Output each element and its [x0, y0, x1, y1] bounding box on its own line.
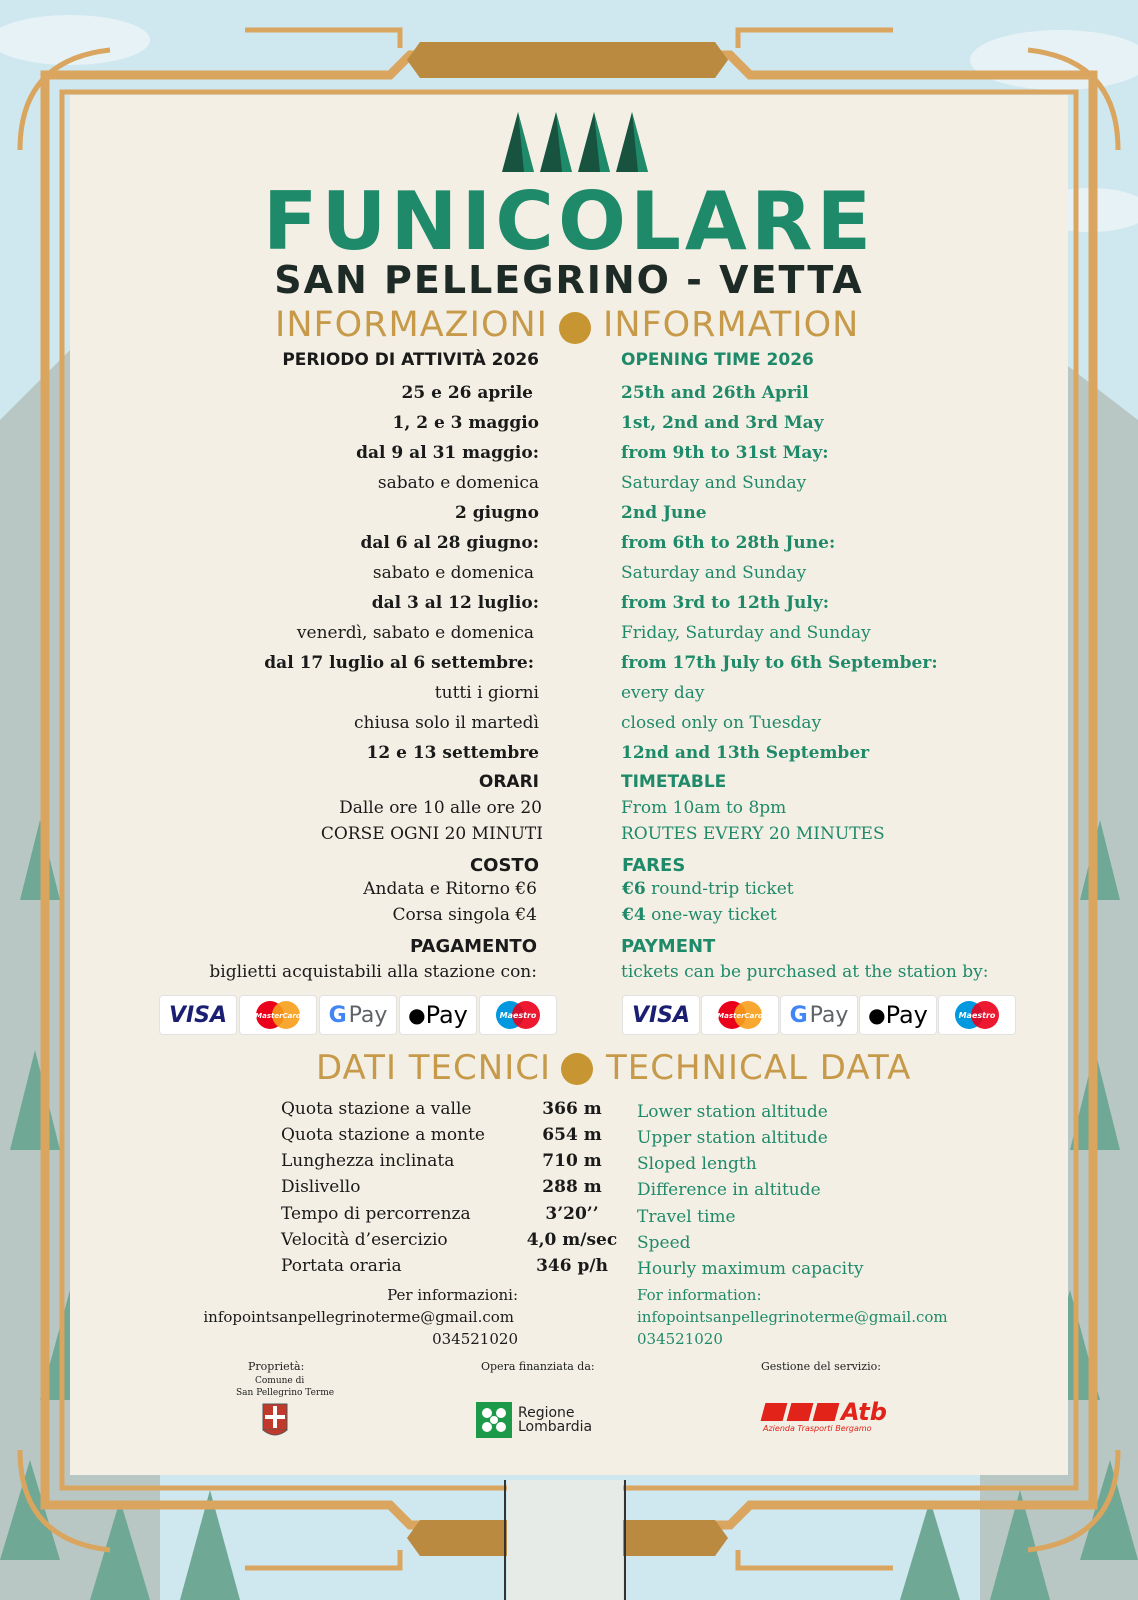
- period-row-it: venerdì, sabato e domenica: [296, 623, 534, 643]
- apple-pay-card-icon: ● Pay: [860, 996, 936, 1034]
- contact-heading-en: For information:: [637, 1286, 762, 1304]
- atb-stripe-icon: [813, 1403, 840, 1421]
- contact-heading-it: Per informazioni:: [387, 1286, 518, 1304]
- tech-value: 346 p/h: [536, 1256, 608, 1276]
- section-heading-info-en: INFORMATION: [603, 305, 860, 345]
- period-row-it: 12 e 13 settembre: [366, 743, 539, 763]
- period-row-it: dal 6 al 28 giugno:: [360, 533, 539, 553]
- period-row-it: sabato e domenica: [377, 473, 539, 493]
- tech-label-en: Lower station altitude: [637, 1102, 828, 1122]
- timetable-heading-it: ORARI: [478, 772, 539, 792]
- page-subtitle: SAN PELLEGRINO - VETTA: [274, 258, 864, 302]
- maestro-card-icon: [939, 996, 1015, 1034]
- google-pay-card-icon: G Pay: [320, 996, 396, 1034]
- tech-label-en: Difference in altitude: [637, 1180, 821, 1200]
- service-label: Gestione del servizio:: [761, 1360, 881, 1373]
- mastercard-label: MasterCard: [717, 1012, 763, 1020]
- period-heading-en: OPENING TIME 2026: [621, 350, 814, 370]
- municipality-crest-icon: [260, 1402, 290, 1442]
- timetable-frequency-it: CORSE OGNI 20 MINUTI: [320, 824, 543, 844]
- period-row-en: from 6th to 28th June:: [621, 533, 836, 553]
- payment-heading-it: PAGAMENTO: [409, 936, 537, 957]
- mastercard-card-icon: [240, 996, 316, 1034]
- tech-value: 654 m: [542, 1125, 602, 1145]
- section-divider-dot: [561, 1053, 593, 1085]
- period-row-en: from 9th to 31st May:: [621, 443, 829, 463]
- maestro-label: Maestro: [499, 1011, 537, 1020]
- atb-logo: [763, 1398, 887, 1433]
- section-heading-tech-it: DATI TECNICI: [315, 1048, 551, 1088]
- timetable-heading-en: TIMETABLE: [621, 772, 727, 792]
- period-row-it: dal 3 al 12 luglio:: [371, 593, 539, 613]
- tech-label-it: Lunghezza inclinata: [281, 1151, 455, 1171]
- period-row-it: sabato e domenica: [372, 563, 534, 583]
- property-org-line1: Comune di: [255, 1376, 305, 1386]
- fare-roundtrip-text: round-trip ticket: [651, 879, 794, 899]
- period-row-en: 25th and 26th April: [621, 383, 809, 403]
- section-divider-dot: [559, 312, 591, 344]
- period-row-en: Saturday and Sunday: [621, 563, 807, 583]
- maestro-card-icon: [480, 996, 556, 1034]
- tech-value: 366 m: [542, 1099, 602, 1119]
- tech-label-it: Quota stazione a valle: [281, 1099, 472, 1119]
- period-row-en: from 17th July to 6th September:: [621, 653, 938, 673]
- fare-roundtrip-price: €6: [622, 879, 646, 899]
- period-row-it: dal 17 luglio al 6 settembre:: [264, 653, 534, 673]
- regione-lombardia-icon: [476, 1402, 512, 1438]
- fare-single-it: Corsa singola €4: [392, 905, 537, 925]
- section-heading-info-it: INFORMAZIONI: [275, 305, 548, 345]
- tech-label-it: Dislivello: [281, 1177, 361, 1197]
- period-row-en: closed only on Tuesday: [621, 713, 822, 733]
- period-row-it: 25 e 26 aprile: [401, 383, 533, 403]
- payment-line-it: biglietti acquistabili alla stazione con:: [209, 962, 537, 982]
- funded-org-line2: Lombardia: [518, 1419, 593, 1435]
- fare-single-text: one-way ticket: [651, 905, 777, 925]
- fare-roundtrip-en: [622, 879, 794, 899]
- google-pay-label: Pay: [348, 1002, 388, 1028]
- funded-label: Opera finanziata da:: [481, 1360, 595, 1373]
- contact-phone-it: 034521020: [432, 1330, 518, 1348]
- period-row-en: 1st, 2nd and 3rd May: [621, 413, 824, 433]
- tech-label-en: Sloped length: [637, 1154, 757, 1174]
- period-row-it: 1, 2 e 3 maggio: [392, 413, 539, 433]
- timetable-hours-it: Dalle ore 10 alle ore 20: [339, 798, 542, 818]
- google-pay-card-icon: G Pay: [781, 996, 857, 1034]
- fare-single-en: [622, 905, 777, 925]
- period-heading-it: PERIODO DI ATTIVITÀ 2026: [282, 350, 539, 370]
- atb-stripe-icon: [787, 1403, 814, 1421]
- period-row-it: dal 9 al 31 maggio:: [356, 443, 539, 463]
- atb-stripe-icon: [761, 1403, 788, 1421]
- tech-label-en: Speed: [637, 1233, 691, 1253]
- visa-card-icon: VISA: [160, 996, 236, 1034]
- visa-card-icon: VISA: [623, 996, 699, 1034]
- tech-label-it: Tempo di percorrenza: [281, 1204, 471, 1224]
- fare-single-price: €4: [622, 905, 646, 925]
- property-org-line2: San Pellegrino Terme: [236, 1388, 335, 1398]
- trees-logo-icon: [500, 110, 650, 175]
- period-row-en: 2nd June: [621, 503, 707, 523]
- mastercard-card-icon: [702, 996, 778, 1034]
- payment-heading-en: PAYMENT: [621, 936, 716, 957]
- timetable-frequency-en: ROUTES EVERY 20 MINUTES: [621, 824, 885, 844]
- section-heading-tech-en: TECHNICAL DATA: [606, 1048, 912, 1088]
- regione-lombardia-logo: [476, 1402, 592, 1438]
- tech-label-en: Travel time: [637, 1207, 736, 1227]
- mastercard-label: MasterCard: [255, 1012, 301, 1020]
- period-row-it: chiusa solo il martedì: [353, 713, 539, 733]
- tech-value: 288 m: [542, 1177, 602, 1197]
- tech-label-en: Hourly maximum capacity: [637, 1259, 864, 1279]
- timetable-hours-en: From 10am to 8pm: [621, 798, 787, 818]
- apple-pay-label: Pay: [425, 1001, 468, 1029]
- period-row-it: tutti i giorni: [434, 683, 539, 703]
- contact-email-it: infopointsanpellegrinoterme@gmail.com: [203, 1308, 514, 1326]
- fares-heading-en: FARES: [622, 855, 686, 876]
- funded-org-line1: Regione: [518, 1405, 575, 1421]
- fares-heading-it: COSTO: [469, 855, 539, 876]
- tech-label-it: Velocità d’esercizio: [281, 1230, 448, 1250]
- tech-value: 4,0 m/sec: [526, 1230, 618, 1250]
- period-row-en: 12nd and 13th September: [621, 743, 870, 763]
- period-row-en: from 3rd to 12th July:: [621, 593, 830, 613]
- tech-value: 3’20’’: [545, 1204, 599, 1224]
- atb-wordmark: Atb: [841, 1398, 887, 1426]
- payment-line-en: tickets can be purchased at the station by:: [621, 962, 989, 982]
- property-label: Proprietà:: [248, 1360, 305, 1373]
- tech-label-en: Upper station altitude: [637, 1128, 828, 1148]
- page-title: FUNICOLARE: [262, 175, 876, 268]
- apple-pay-card-icon: ● Pay: [400, 996, 476, 1034]
- period-row-en: Friday, Saturday and Sunday: [621, 623, 871, 643]
- tech-label-it: Quota stazione a monte: [281, 1125, 485, 1145]
- tech-value: 710 m: [542, 1151, 602, 1171]
- apple-pay-label: Pay: [885, 1001, 928, 1029]
- contact-email-en: infopointsanpellegrinoterme@gmail.com: [637, 1308, 948, 1326]
- period-row-it: 2 giugno: [454, 503, 539, 523]
- google-pay-label: Pay: [809, 1002, 849, 1028]
- atb-org-name: Azienda Trasporti Bergamo: [763, 1424, 872, 1433]
- period-row-en: every day: [621, 683, 705, 703]
- tech-label-it: Portata oraria: [281, 1256, 402, 1276]
- maestro-label: Maestro: [958, 1011, 996, 1020]
- fare-roundtrip-it: Andata e Ritorno €6: [363, 879, 537, 899]
- contact-phone-en: 034521020: [637, 1330, 723, 1348]
- period-row-en: Saturday and Sunday: [621, 473, 807, 493]
